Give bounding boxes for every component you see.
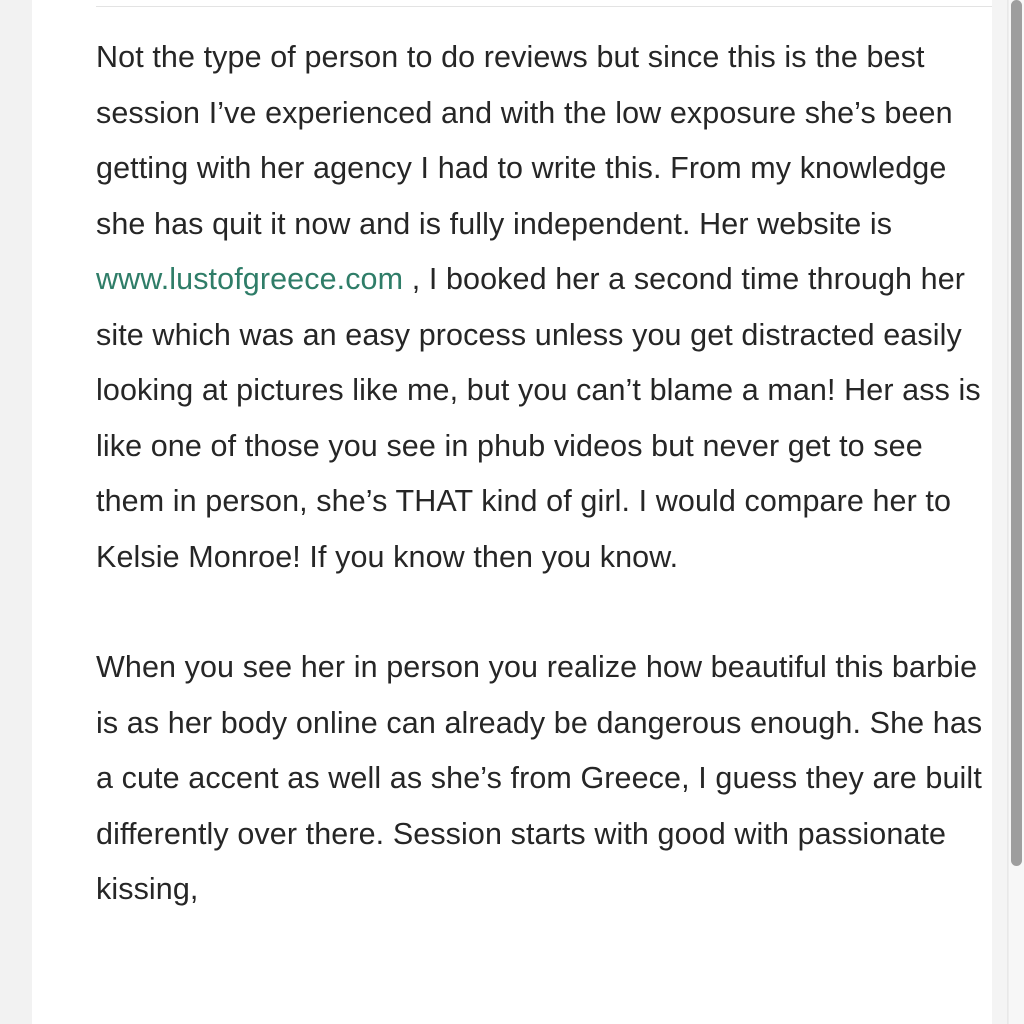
review-body: [96, 30, 992, 973]
review-content-card: [32, 0, 992, 1024]
section-divider: [96, 6, 992, 7]
paragraph-2: When you see her in person you realize how beautiful this barbie is as her body online can already be dangerous enough. She has a cute accent as well as she’s from Greece, I guess they are built differently over there. Session starts with good with passionate kissing,: [96, 650, 983, 906]
paragraph-1: [96, 30, 992, 585]
scrollbar-thumb[interactable]: [1011, 0, 1022, 866]
vertical-scrollbar[interactable]: [1008, 0, 1024, 1024]
paragraph-1-text-after-link: , I booked her a second time through her site which was an easy process unless you get distracted easily looking at pictures like me, but you can’t blame a man! Her ass is like one of those you see in phub videos but never get to see them in person, she’s THAT kind of girl. I would compare her to Kelsie Monroe! If you know then you know.: [96, 262, 981, 574]
left-gutter: [0, 0, 32, 1024]
paragraph-1-text-before-link: Not the type of person to do reviews but since this is the best session I’ve experienced and with the low exposure she’s been getting with her agency I had to write this. From my knowledge she has quit it now and is fully independent. Her website is: [96, 40, 953, 241]
website-link[interactable]: www.lustofgreece.com: [96, 262, 404, 296]
